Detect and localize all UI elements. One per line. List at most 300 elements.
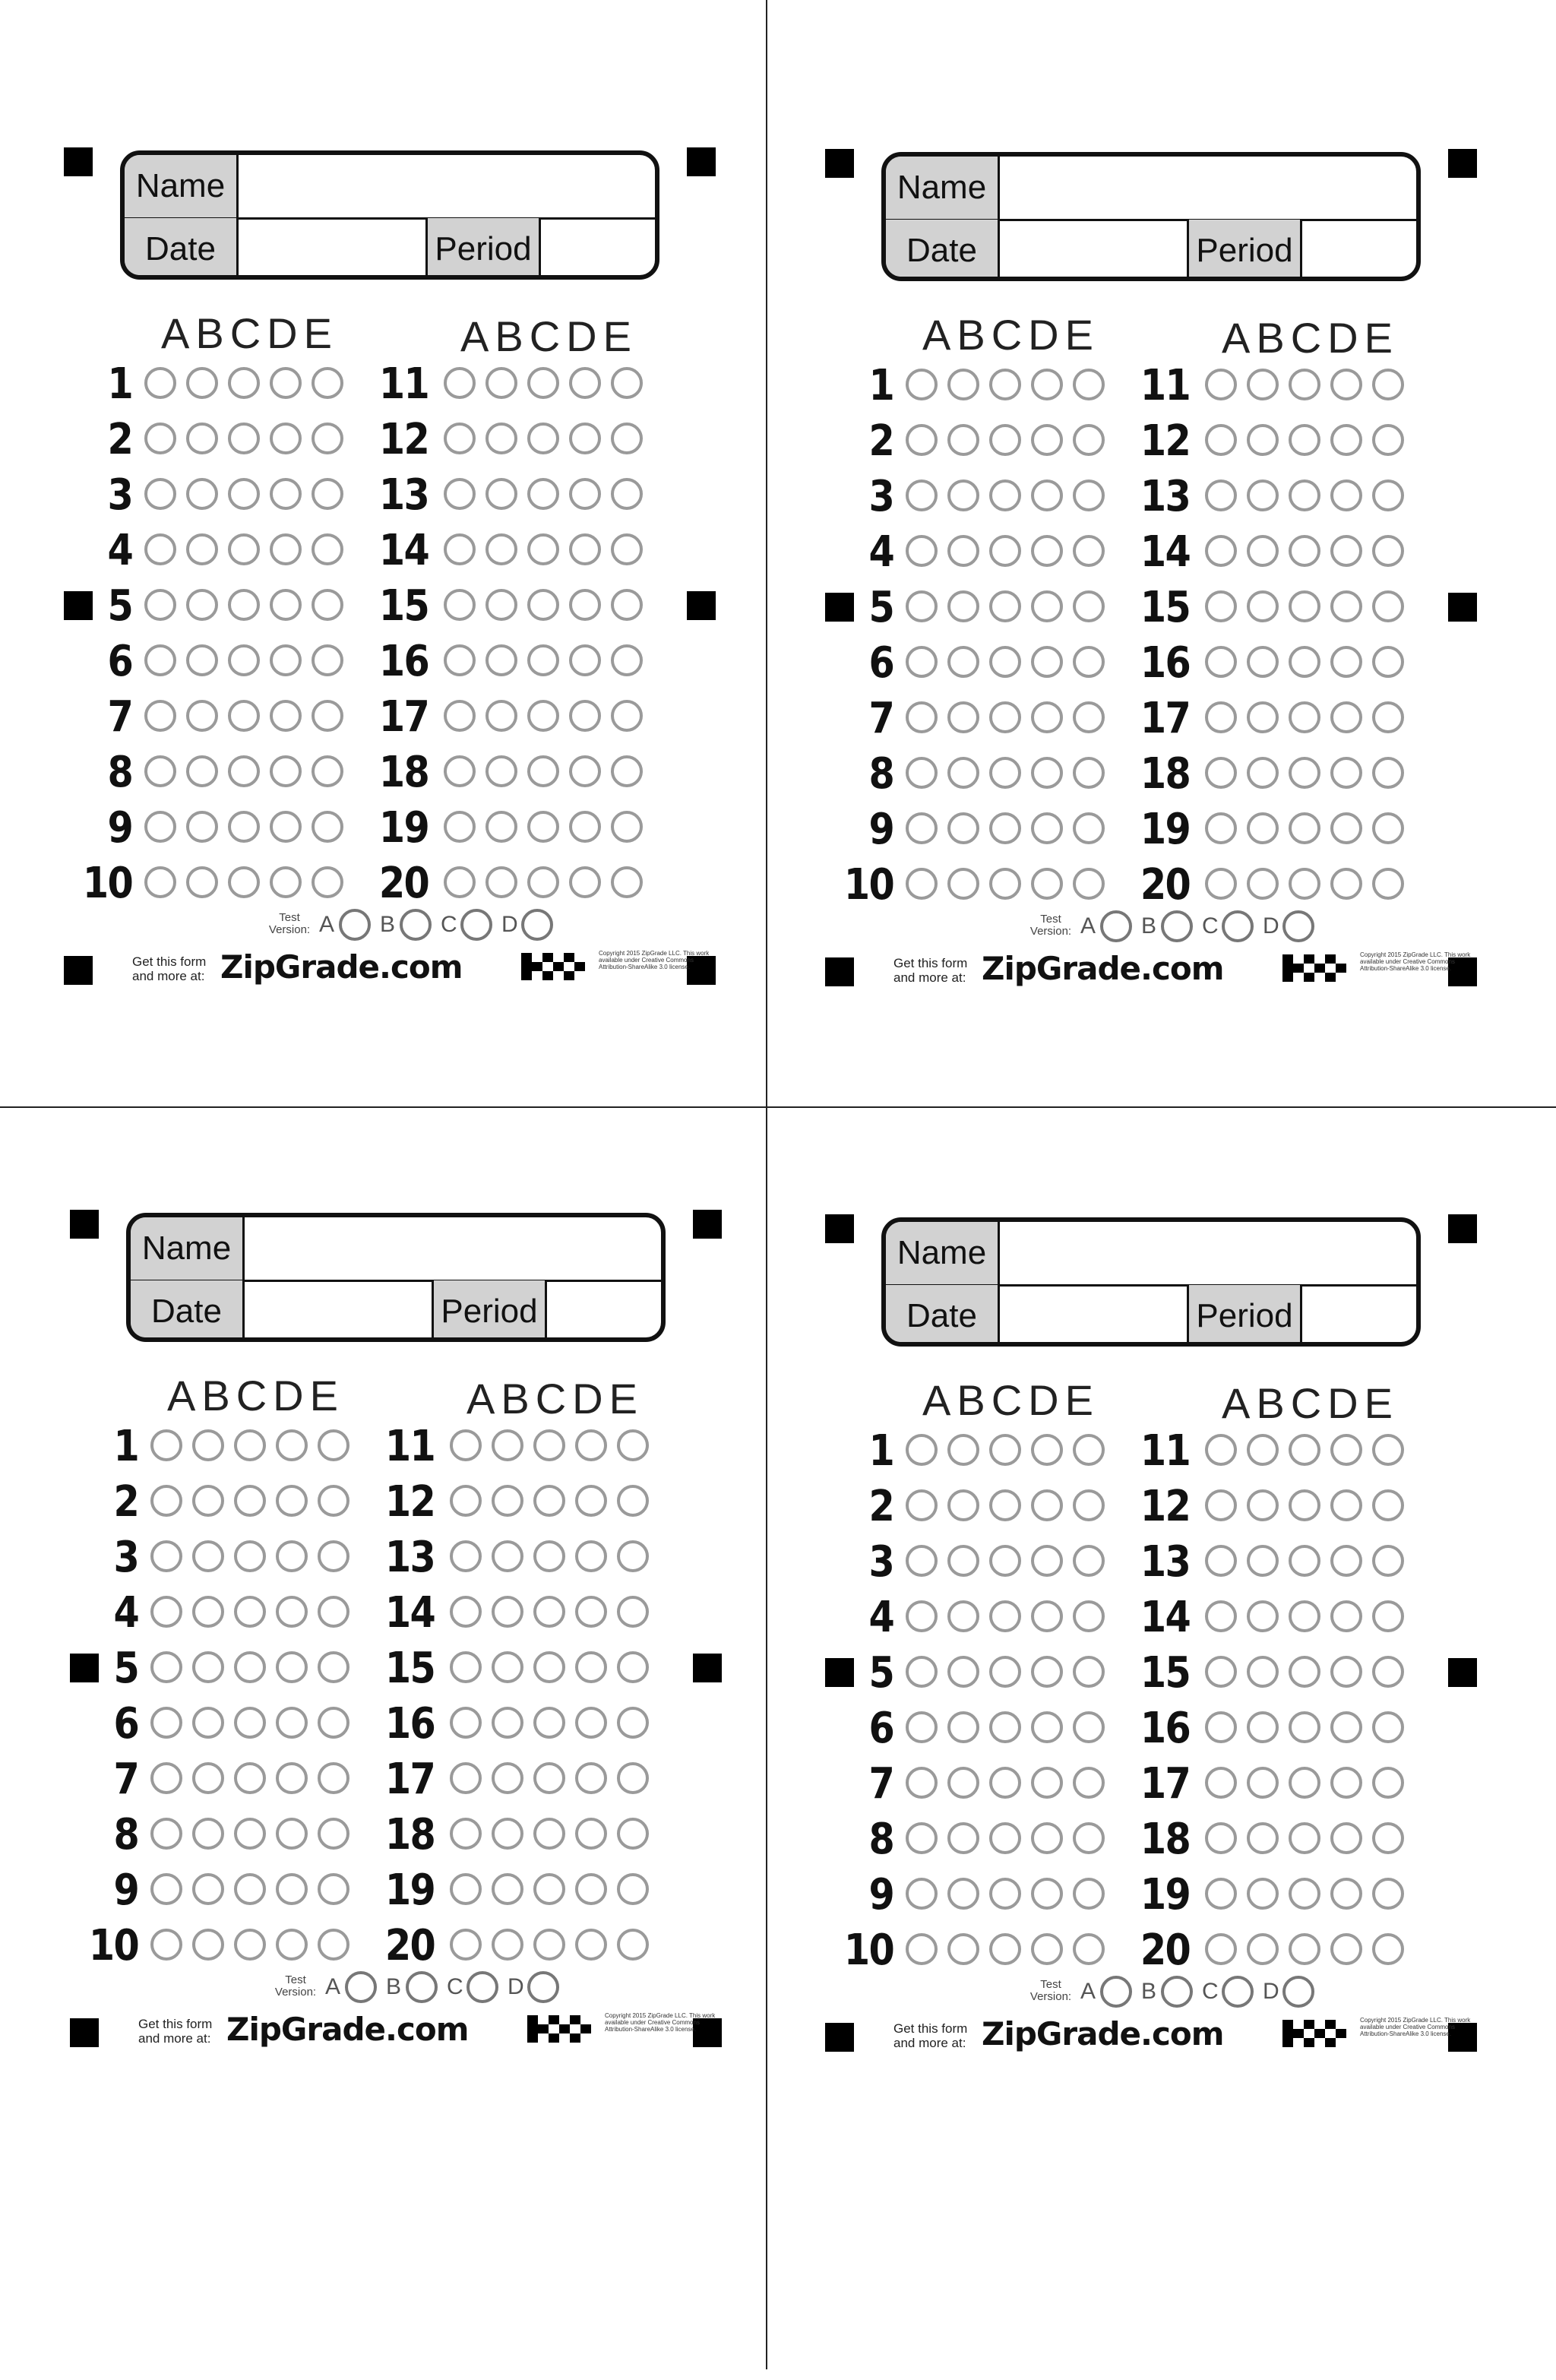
name-field[interactable] — [245, 1217, 661, 1280]
period-field[interactable] — [1302, 1285, 1416, 1347]
answer-bubble-a[interactable] — [1205, 1878, 1237, 1910]
test-version-option[interactable] — [1202, 1974, 1260, 2011]
answer-bubble-e[interactable] — [611, 478, 643, 510]
answer-bubble-c[interactable] — [527, 866, 559, 898]
test-version-label: Test Version: — [268, 911, 311, 936]
answer-bubble-a[interactable] — [444, 423, 476, 454]
answer-bubble-c[interactable] — [1289, 701, 1320, 733]
answer-bubble-a[interactable] — [450, 1873, 482, 1905]
answer-bubble-c[interactable] — [1289, 1545, 1320, 1577]
test-version-option[interactable] — [1141, 909, 1199, 945]
test-version-bubble[interactable] — [1282, 910, 1314, 942]
answer-bubble-e[interactable] — [1372, 535, 1404, 567]
question-number: 10 — [843, 860, 893, 910]
answer-bubble-a[interactable] — [1205, 1711, 1237, 1743]
checker-pattern — [527, 2015, 594, 2043]
date-field[interactable] — [239, 218, 425, 280]
answer-bubble-c[interactable] — [533, 1762, 565, 1794]
answer-bubble-a[interactable] — [444, 589, 476, 621]
answer-bubble-a[interactable] — [450, 1818, 482, 1850]
answer-bubble-c[interactable] — [1289, 479, 1320, 511]
answer-bubble-d[interactable] — [1330, 757, 1362, 789]
checker-square — [1304, 2020, 1314, 2029]
test-version-bubble[interactable] — [466, 1971, 498, 2003]
vertical-cut-line — [766, 0, 767, 2369]
date-row — [886, 220, 1416, 281]
test-version-option[interactable] — [1141, 1974, 1199, 2011]
answer-bubble-a[interactable] — [1205, 868, 1237, 900]
answer-bubble-a[interactable] — [444, 533, 476, 565]
answer-bubble-d[interactable] — [1330, 1656, 1362, 1688]
question-number: 20 — [378, 859, 429, 908]
test-version-bubble[interactable] — [460, 909, 492, 941]
answer-bubble-c[interactable] — [527, 423, 559, 454]
answer-bubble-a[interactable] — [1205, 1822, 1237, 1854]
answer-bubble-c[interactable] — [1289, 757, 1320, 789]
answer-bubble-d[interactable] — [569, 423, 601, 454]
answer-bubble-b[interactable] — [485, 423, 517, 454]
test-version-option[interactable] — [501, 907, 559, 944]
answer-bubble-a[interactable] — [1205, 1545, 1237, 1577]
period-field[interactable] — [541, 218, 655, 280]
answer-bubble-b[interactable] — [1247, 757, 1279, 789]
answer-bubble-d[interactable] — [575, 1596, 607, 1628]
checker-square — [1282, 973, 1293, 982]
checker-square — [1304, 2038, 1314, 2047]
answer-bubble-a[interactable] — [444, 644, 476, 676]
test-version-option[interactable] — [1202, 909, 1260, 945]
answer-bubble-d[interactable] — [1330, 1822, 1362, 1854]
answer-bubble-e[interactable] — [1372, 1767, 1404, 1799]
checker-square — [1304, 954, 1314, 964]
test-version-bubble[interactable] — [527, 1971, 559, 2003]
alignment-marker — [64, 147, 93, 176]
test-version-bubble[interactable] — [1282, 1976, 1314, 2008]
answer-bubble-a[interactable] — [1205, 424, 1237, 456]
answer-bubble-d[interactable] — [1330, 812, 1362, 844]
answer-bubble-c[interactable] — [1289, 535, 1320, 567]
test-version-bubble[interactable] — [1161, 1976, 1193, 2008]
copyright-notice: Copyright 2015 ZipGrade LLC. This work available under Creative Commons Attribution-ShareAlike 3.0 license. — [1360, 951, 1471, 972]
answer-bubble-b[interactable] — [1247, 1434, 1279, 1466]
answer-bubble-c[interactable] — [1289, 1933, 1320, 1965]
answer-bubble-c[interactable] — [1289, 590, 1320, 622]
answer-bubble-a[interactable] — [450, 1762, 482, 1794]
question-row — [70, 1701, 723, 1747]
answer-bubble-a[interactable] — [1205, 812, 1237, 844]
answer-bubble-d[interactable] — [575, 1485, 607, 1517]
date-row — [125, 218, 655, 280]
answer-bubble-a[interactable] — [444, 367, 476, 399]
checker-pattern — [521, 953, 588, 980]
question-number: 15 — [384, 1644, 435, 1693]
answer-bubble-d[interactable] — [569, 811, 601, 843]
question-number: 16 — [1140, 1704, 1190, 1753]
answer-bubble-c[interactable] — [527, 700, 559, 732]
test-version-bubble[interactable] — [1161, 910, 1193, 942]
test-version-option[interactable] — [386, 1970, 444, 2006]
answer-bubble-c[interactable] — [1289, 1489, 1320, 1521]
answer-bubble-a[interactable] — [1205, 1489, 1237, 1521]
answer-bubble-b[interactable] — [1247, 1933, 1279, 1965]
answer-bubble-c[interactable] — [533, 1540, 565, 1572]
answer-bubble-e[interactable] — [617, 1540, 649, 1572]
answer-bubble-e[interactable] — [1372, 646, 1404, 678]
answer-bubble-c[interactable] — [527, 811, 559, 843]
answer-bubble-b[interactable] — [492, 1596, 523, 1628]
answer-bubble-b[interactable] — [1247, 868, 1279, 900]
answer-bubble-e[interactable] — [611, 811, 643, 843]
answer-bubble-d[interactable] — [569, 533, 601, 565]
answer-bubble-c[interactable] — [533, 1651, 565, 1683]
test-version — [266, 1970, 646, 2008]
answer-bubble-a[interactable] — [1205, 369, 1237, 400]
answer-bubble-b[interactable] — [485, 755, 517, 787]
test-version-bubble[interactable] — [406, 1971, 438, 2003]
test-version-letter: D — [508, 1974, 524, 1999]
answer-bubble-c[interactable] — [533, 1818, 565, 1850]
answer-bubble-e[interactable] — [611, 367, 643, 399]
answer-bubble-d[interactable] — [1330, 1489, 1362, 1521]
answer-bubble-b[interactable] — [492, 1818, 523, 1850]
answer-bubble-a[interactable] — [450, 1651, 482, 1683]
answer-bubble-e[interactable] — [1372, 1878, 1404, 1910]
answer-bubble-e[interactable] — [617, 1707, 649, 1739]
question-number: 1 — [868, 361, 893, 410]
answer-bubble-b[interactable] — [1247, 479, 1279, 511]
answer-bubble-e[interactable] — [1372, 701, 1404, 733]
checker-square — [1336, 2029, 1346, 2038]
answer-bubble-e[interactable] — [1372, 369, 1404, 400]
date-field[interactable] — [1000, 220, 1187, 281]
answer-bubble-c[interactable] — [1289, 1878, 1320, 1910]
answer-bubble-e[interactable] — [611, 755, 643, 787]
answer-bubble-a[interactable] — [444, 811, 476, 843]
test-version-letter: D — [501, 912, 518, 937]
answer-bubble-e[interactable] — [611, 866, 643, 898]
alignment-marker — [1448, 1214, 1477, 1243]
answer-bubble-d[interactable] — [1330, 646, 1362, 678]
answer-bubble-a[interactable] — [444, 755, 476, 787]
answer-bubble-d[interactable] — [1330, 1545, 1362, 1577]
answer-bubble-d[interactable] — [569, 644, 601, 676]
answer-bubble-d[interactable] — [1330, 701, 1362, 733]
answer-bubble-b[interactable] — [1247, 1545, 1279, 1577]
question-number: 9 — [868, 1870, 893, 1920]
answer-bubble-b[interactable] — [1247, 1656, 1279, 1688]
answer-bubble-e[interactable] — [617, 1485, 649, 1517]
answer-bubble-e[interactable] — [1372, 1822, 1404, 1854]
answer-bubble-c[interactable] — [1289, 1711, 1320, 1743]
answer-bubble-b[interactable] — [1247, 535, 1279, 567]
answer-bubble-c[interactable] — [1289, 424, 1320, 456]
answer-bubble-a[interactable] — [450, 1429, 482, 1461]
period-label: Period — [432, 1280, 547, 1342]
answer-bubble-b[interactable] — [485, 478, 517, 510]
answer-bubble-b[interactable] — [1247, 369, 1279, 400]
answer-bubble-e[interactable] — [617, 1762, 649, 1794]
answer-bubble-b[interactable] — [1247, 424, 1279, 456]
answer-bubble-c[interactable] — [1289, 1656, 1320, 1688]
answer-bubble-b[interactable] — [485, 866, 517, 898]
question-number: 17 — [378, 692, 429, 742]
name-field[interactable] — [239, 155, 655, 217]
answer-bubble-c[interactable] — [533, 1873, 565, 1905]
answer-bubble-e[interactable] — [617, 1651, 649, 1683]
test-version-bubble[interactable] — [521, 909, 553, 941]
answer-bubble-a[interactable] — [444, 700, 476, 732]
question-number: 12 — [384, 1477, 435, 1527]
answer-bubble-b[interactable] — [485, 533, 517, 565]
answer-bubble-e[interactable] — [1372, 757, 1404, 789]
test-version-option[interactable] — [1080, 909, 1138, 945]
answer-bubble-d[interactable] — [575, 1818, 607, 1850]
answer-bubble-c[interactable] — [1289, 1434, 1320, 1466]
answer-bubble-e[interactable] — [617, 1818, 649, 1850]
answer-bubble-a[interactable] — [1205, 1600, 1237, 1632]
test-version-option[interactable] — [447, 1970, 504, 2006]
answer-bubble-a[interactable] — [450, 1707, 482, 1739]
answer-bubble-d[interactable] — [1330, 424, 1362, 456]
answer-bubble-b[interactable] — [492, 1707, 523, 1739]
test-version-option[interactable] — [508, 1970, 565, 2006]
answer-bubble-e[interactable] — [1372, 868, 1404, 900]
sheet-bottom-left — [70, 1210, 754, 2076]
answer-bubble-e[interactable] — [1372, 1711, 1404, 1743]
answer-bubble-b[interactable] — [1247, 1878, 1279, 1910]
answer-bubble-c[interactable] — [533, 1707, 565, 1739]
question-number: 10 — [82, 859, 132, 908]
question-number: 10 — [88, 1921, 138, 1970]
answer-bubble-b[interactable] — [1247, 1822, 1279, 1854]
answer-bubble-c[interactable] — [1289, 369, 1320, 400]
test-version-letter: C — [1202, 913, 1219, 938]
answer-bubble-e[interactable] — [611, 644, 643, 676]
date-field[interactable] — [1000, 1285, 1187, 1347]
answer-bubble-c[interactable] — [1289, 812, 1320, 844]
get-form-text: Get this form and more at: — [132, 954, 207, 983]
checker-square — [542, 953, 553, 962]
answer-bubble-d[interactable] — [575, 1762, 607, 1794]
answer-bubble-b[interactable] — [1247, 1489, 1279, 1521]
test-version-option[interactable] — [441, 907, 498, 944]
test-version-bubble[interactable] — [1222, 1976, 1254, 2008]
answer-bubble-d[interactable] — [575, 1929, 607, 1961]
test-version-option[interactable] — [1080, 1974, 1138, 2011]
answer-bubble-e[interactable] — [1372, 1600, 1404, 1632]
answer-bubble-b[interactable] — [492, 1762, 523, 1794]
test-version-option[interactable] — [1263, 909, 1320, 945]
answer-bubble-e[interactable] — [617, 1596, 649, 1628]
copyright-notice: Copyright 2015 ZipGrade LLC. This work available under Creative Commons Attribution-ShareAlike 3.0 license. — [605, 2012, 716, 2033]
answer-bubble-e[interactable] — [611, 700, 643, 732]
answer-bubble-c[interactable] — [1289, 1822, 1320, 1854]
test-version-bubble[interactable] — [345, 1971, 377, 2003]
answer-bubble-e[interactable] — [1372, 479, 1404, 511]
answer-bubble-d[interactable] — [575, 1429, 607, 1461]
answer-bubble-e[interactable] — [1372, 1933, 1404, 1965]
answer-bubble-e[interactable] — [1372, 424, 1404, 456]
answer-bubble-d[interactable] — [575, 1873, 607, 1905]
test-version-bubble[interactable] — [339, 909, 371, 941]
period-field[interactable] — [547, 1280, 661, 1342]
answer-bubble-c[interactable] — [527, 644, 559, 676]
answer-bubble-d[interactable] — [569, 700, 601, 732]
answer-bubble-a[interactable] — [1205, 701, 1237, 733]
test-version-option[interactable] — [325, 1970, 383, 2006]
answer-bubble-d[interactable] — [1330, 1878, 1362, 1910]
answer-bubble-a[interactable] — [1205, 757, 1237, 789]
answer-bubble-d[interactable] — [1330, 1711, 1362, 1743]
checker-square — [580, 2024, 591, 2033]
date-field[interactable] — [245, 1280, 432, 1342]
answer-bubble-a[interactable] — [1205, 1933, 1237, 1965]
answer-bubble-a[interactable] — [1205, 1767, 1237, 1799]
answer-bubble-c[interactable] — [527, 478, 559, 510]
answer-bubble-b[interactable] — [1247, 1767, 1279, 1799]
answer-bubble-e[interactable] — [611, 589, 643, 621]
answer-bubble-d[interactable] — [1330, 369, 1362, 400]
answer-bubble-d[interactable] — [1330, 1767, 1362, 1799]
answer-bubble-d[interactable] — [1330, 1434, 1362, 1466]
answer-bubble-a[interactable] — [450, 1929, 482, 1961]
test-version-bubble[interactable] — [1222, 910, 1254, 942]
test-version-letter: A — [1080, 1979, 1096, 2004]
answer-bubble-d[interactable] — [569, 755, 601, 787]
answer-bubble-b[interactable] — [485, 367, 517, 399]
answer-bubble-c[interactable] — [533, 1485, 565, 1517]
answer-bubble-a[interactable] — [450, 1485, 482, 1517]
test-version-option[interactable] — [380, 907, 438, 944]
checker-square — [1282, 2038, 1293, 2047]
test-version-bubble[interactable] — [400, 909, 432, 941]
alignment-marker — [687, 147, 716, 176]
answer-bubble-c[interactable] — [1289, 1767, 1320, 1799]
answer-bubble-a[interactable] — [450, 1540, 482, 1572]
answer-bubble-a[interactable] — [444, 478, 476, 510]
answer-bubble-b[interactable] — [1247, 590, 1279, 622]
answer-bubble-b[interactable] — [492, 1485, 523, 1517]
horizontal-cut-line — [0, 1106, 1556, 1108]
name-field[interactable] — [1000, 157, 1416, 219]
question-row — [64, 470, 717, 520]
answer-bubble-a[interactable] — [1205, 1434, 1237, 1466]
test-version-letter: D — [1263, 913, 1279, 938]
answer-bubble-b[interactable] — [492, 1429, 523, 1461]
period-field[interactable] — [1302, 220, 1416, 281]
answer-bubble-e[interactable] — [1372, 1434, 1404, 1466]
answer-bubble-e[interactable] — [1372, 1489, 1404, 1521]
answer-bubble-c[interactable] — [533, 1429, 565, 1461]
test-version-bubble[interactable] — [1100, 910, 1132, 942]
answer-bubble-b[interactable] — [1247, 812, 1279, 844]
question-number: 19 — [384, 1866, 435, 1915]
test-version-letter: B — [380, 912, 396, 937]
answer-bubble-b[interactable] — [1247, 646, 1279, 678]
get-form-text: Get this form and more at: — [893, 2021, 968, 2050]
answer-bubble-b[interactable] — [492, 1873, 523, 1905]
question-row — [825, 1761, 1479, 1807]
answer-bubble-b[interactable] — [1247, 701, 1279, 733]
answer-bubble-d[interactable] — [1330, 590, 1362, 622]
answer-bubble-a[interactable] — [1205, 535, 1237, 567]
answer-bubble-e[interactable] — [617, 1873, 649, 1905]
question-row — [64, 750, 717, 796]
answer-bubble-a[interactable] — [1205, 646, 1237, 678]
answer-bubble-c[interactable] — [527, 533, 559, 565]
answer-bubble-b[interactable] — [492, 1540, 523, 1572]
answer-bubble-d[interactable] — [1330, 1933, 1362, 1965]
answer-bubble-c[interactable] — [1289, 646, 1320, 678]
answer-bubble-b[interactable] — [1247, 1600, 1279, 1632]
answer-bubble-d[interactable] — [1330, 479, 1362, 511]
answer-bubble-b[interactable] — [1247, 1711, 1279, 1743]
answer-bubble-c[interactable] — [527, 367, 559, 399]
answer-bubble-a[interactable] — [450, 1596, 482, 1628]
answer-bubble-d[interactable] — [575, 1651, 607, 1683]
answer-bubble-e[interactable] — [617, 1929, 649, 1961]
checker-square — [1304, 973, 1314, 982]
answer-bubble-c[interactable] — [527, 755, 559, 787]
answer-bubble-b[interactable] — [485, 700, 517, 732]
answer-bubble-b[interactable] — [492, 1651, 523, 1683]
answer-bubble-a[interactable] — [444, 866, 476, 898]
test-version-bubble[interactable] — [1100, 1976, 1132, 2008]
question-number: 20 — [1140, 1926, 1190, 1975]
answer-bubble-e[interactable] — [1372, 812, 1404, 844]
answer-bubble-d[interactable] — [575, 1540, 607, 1572]
answer-bubble-b[interactable] — [485, 811, 517, 843]
answer-bubble-e[interactable] — [611, 423, 643, 454]
answer-bubble-b[interactable] — [492, 1929, 523, 1961]
answer-bubble-a[interactable] — [1205, 479, 1237, 511]
name-field[interactable] — [1000, 1222, 1416, 1284]
alignment-marker — [825, 149, 854, 178]
answer-bubble-a[interactable] — [1205, 590, 1237, 622]
answer-bubble-d[interactable] — [1330, 535, 1362, 567]
test-version-option[interactable] — [1263, 1974, 1320, 2011]
checker-square — [527, 2033, 538, 2043]
answer-bubble-d[interactable] — [569, 367, 601, 399]
question-row — [825, 696, 1479, 742]
answer-bubble-e[interactable] — [1372, 1656, 1404, 1688]
answer-bubble-c[interactable] — [533, 1929, 565, 1961]
answer-bubble-e[interactable] — [617, 1429, 649, 1461]
answer-bubble-e[interactable] — [1372, 590, 1404, 622]
answer-bubble-d[interactable] — [569, 589, 601, 621]
answer-bubble-c[interactable] — [533, 1596, 565, 1628]
test-version-option[interactable] — [319, 907, 377, 944]
answer-bubble-d[interactable] — [1330, 1600, 1362, 1632]
answer-bubble-b[interactable] — [485, 589, 517, 621]
answer-bubble-a[interactable] — [1205, 1656, 1237, 1688]
column-header-left: ABCDE — [167, 1372, 344, 1419]
answer-bubble-d[interactable] — [569, 866, 601, 898]
answer-bubble-d[interactable] — [1330, 868, 1362, 900]
answer-bubble-d[interactable] — [575, 1707, 607, 1739]
question-number: 15 — [378, 581, 429, 631]
question-number: 13 — [1140, 472, 1190, 521]
answer-bubble-e[interactable] — [611, 533, 643, 565]
checker-square — [570, 2015, 580, 2024]
answer-bubble-c[interactable] — [1289, 868, 1320, 900]
answer-bubble-c[interactable] — [527, 589, 559, 621]
answer-bubble-e[interactable] — [1372, 1545, 1404, 1577]
checker-square — [549, 2015, 559, 2024]
answer-bubble-c[interactable] — [1289, 1600, 1320, 1632]
answer-bubble-b[interactable] — [485, 644, 517, 676]
answer-bubble-d[interactable] — [569, 478, 601, 510]
